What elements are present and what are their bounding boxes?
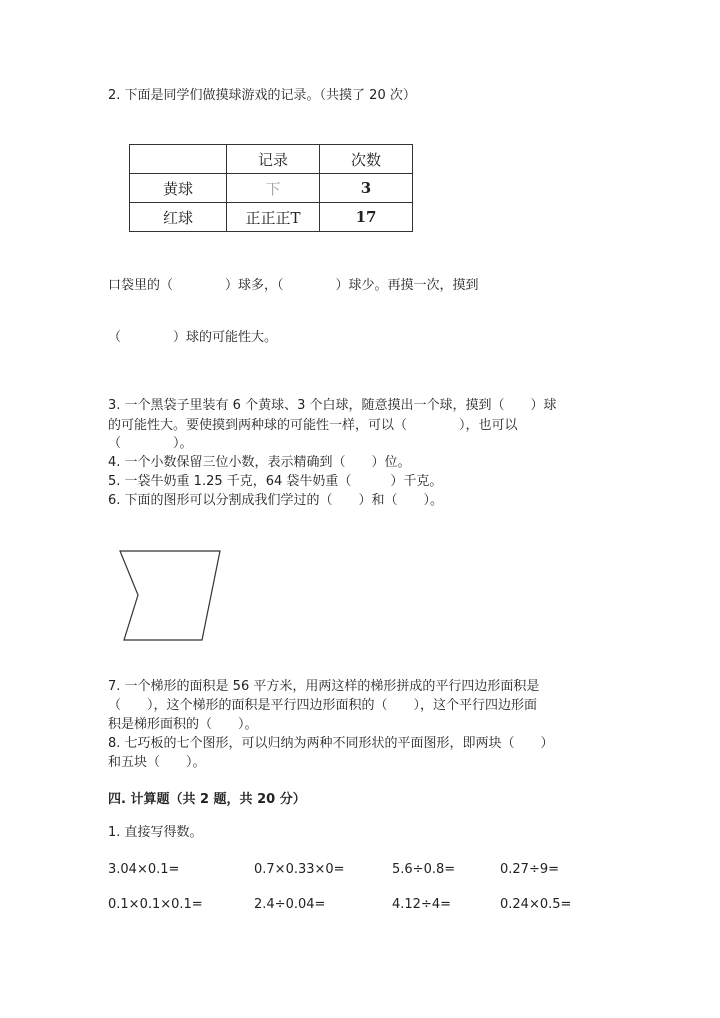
record-table [129,144,413,232]
section-sub1: 1. 直接写得数。 [108,825,203,840]
q7-line1: 7. 一个梯形的面积是 56 平方米，用两这样的梯形拼成的平行四边形面积是 [108,679,540,694]
q5-text: 5. 一袋牛奶重 1.25 千克，64 袋牛奶重（ ）千克。 [108,474,443,489]
q6-shape-figure [110,545,230,645]
q2-line2: （ ）球的可能性大。 [108,330,278,345]
calc-item: 0.7×0.33×0= [254,862,345,877]
table-header-cell [130,145,227,174]
row-label: 黄球 [130,174,227,203]
q3-line2: 的可能性大。要使摸到两种球的可能性一样，可以（ ），也可以 [108,418,518,433]
calc-item: 0.27÷9= [500,862,560,877]
row-count: 17 [320,203,413,232]
q8-line2: 和五块（ ）。 [108,755,206,770]
q2-line1: 口袋里的（ ）球多，（ ）球少。再摸一次，摸到 [108,278,479,293]
q4-text: 4. 一个小数保留三位小数，表示精确到（ ）位。 [108,455,411,470]
calc-item: 0.1×0.1×0.1= [108,897,203,912]
section-title: 四. 计算题（共 2 题，共 20 分） [108,792,306,807]
table-header-cell: 记录 [227,145,320,174]
row-label: 红球 [130,203,227,232]
calc-item: 3.04×0.1= [108,862,180,877]
q2-title: 2. 下面是同学们做摸球游戏的记录。（共摸了 20 次） [108,88,416,103]
calc-item: 0.24×0.5= [500,897,572,912]
table-row [130,203,413,232]
calc-item: 5.6÷0.8= [392,862,456,877]
q6-text: 6. 下面的图形可以分割成我们学过的（ ）和（ ）。 [108,493,444,508]
row-record: 下 [227,174,320,203]
q7-line2: （ ），这个梯形的面积是平行四边形面积的（ ），这个平行四边形面 [108,698,538,713]
table-header-row [130,145,413,174]
row-count: 3 [320,174,413,203]
table-header-cell: 次数 [320,145,413,174]
q8-line1: 8. 七巧板的七个图形，可以归纳为两种不同形状的平面图形，即两块（ ） [108,736,554,751]
calc-item: 4.12÷4= [392,897,452,912]
calc-item: 2.4÷0.04= [254,897,326,912]
q3-line1: 3. 一个黑袋子里装有 6 个黄球、3 个白球，随意摸出一个球，摸到（ ）球 [108,398,557,413]
table-row [130,174,413,203]
q3-line3: （ ）。 [108,436,193,451]
notched-trapezoid-shape [120,551,220,640]
q7-line3: 积是梯形面积的（ ）。 [108,717,258,732]
row-record: 正正正T [227,203,320,232]
